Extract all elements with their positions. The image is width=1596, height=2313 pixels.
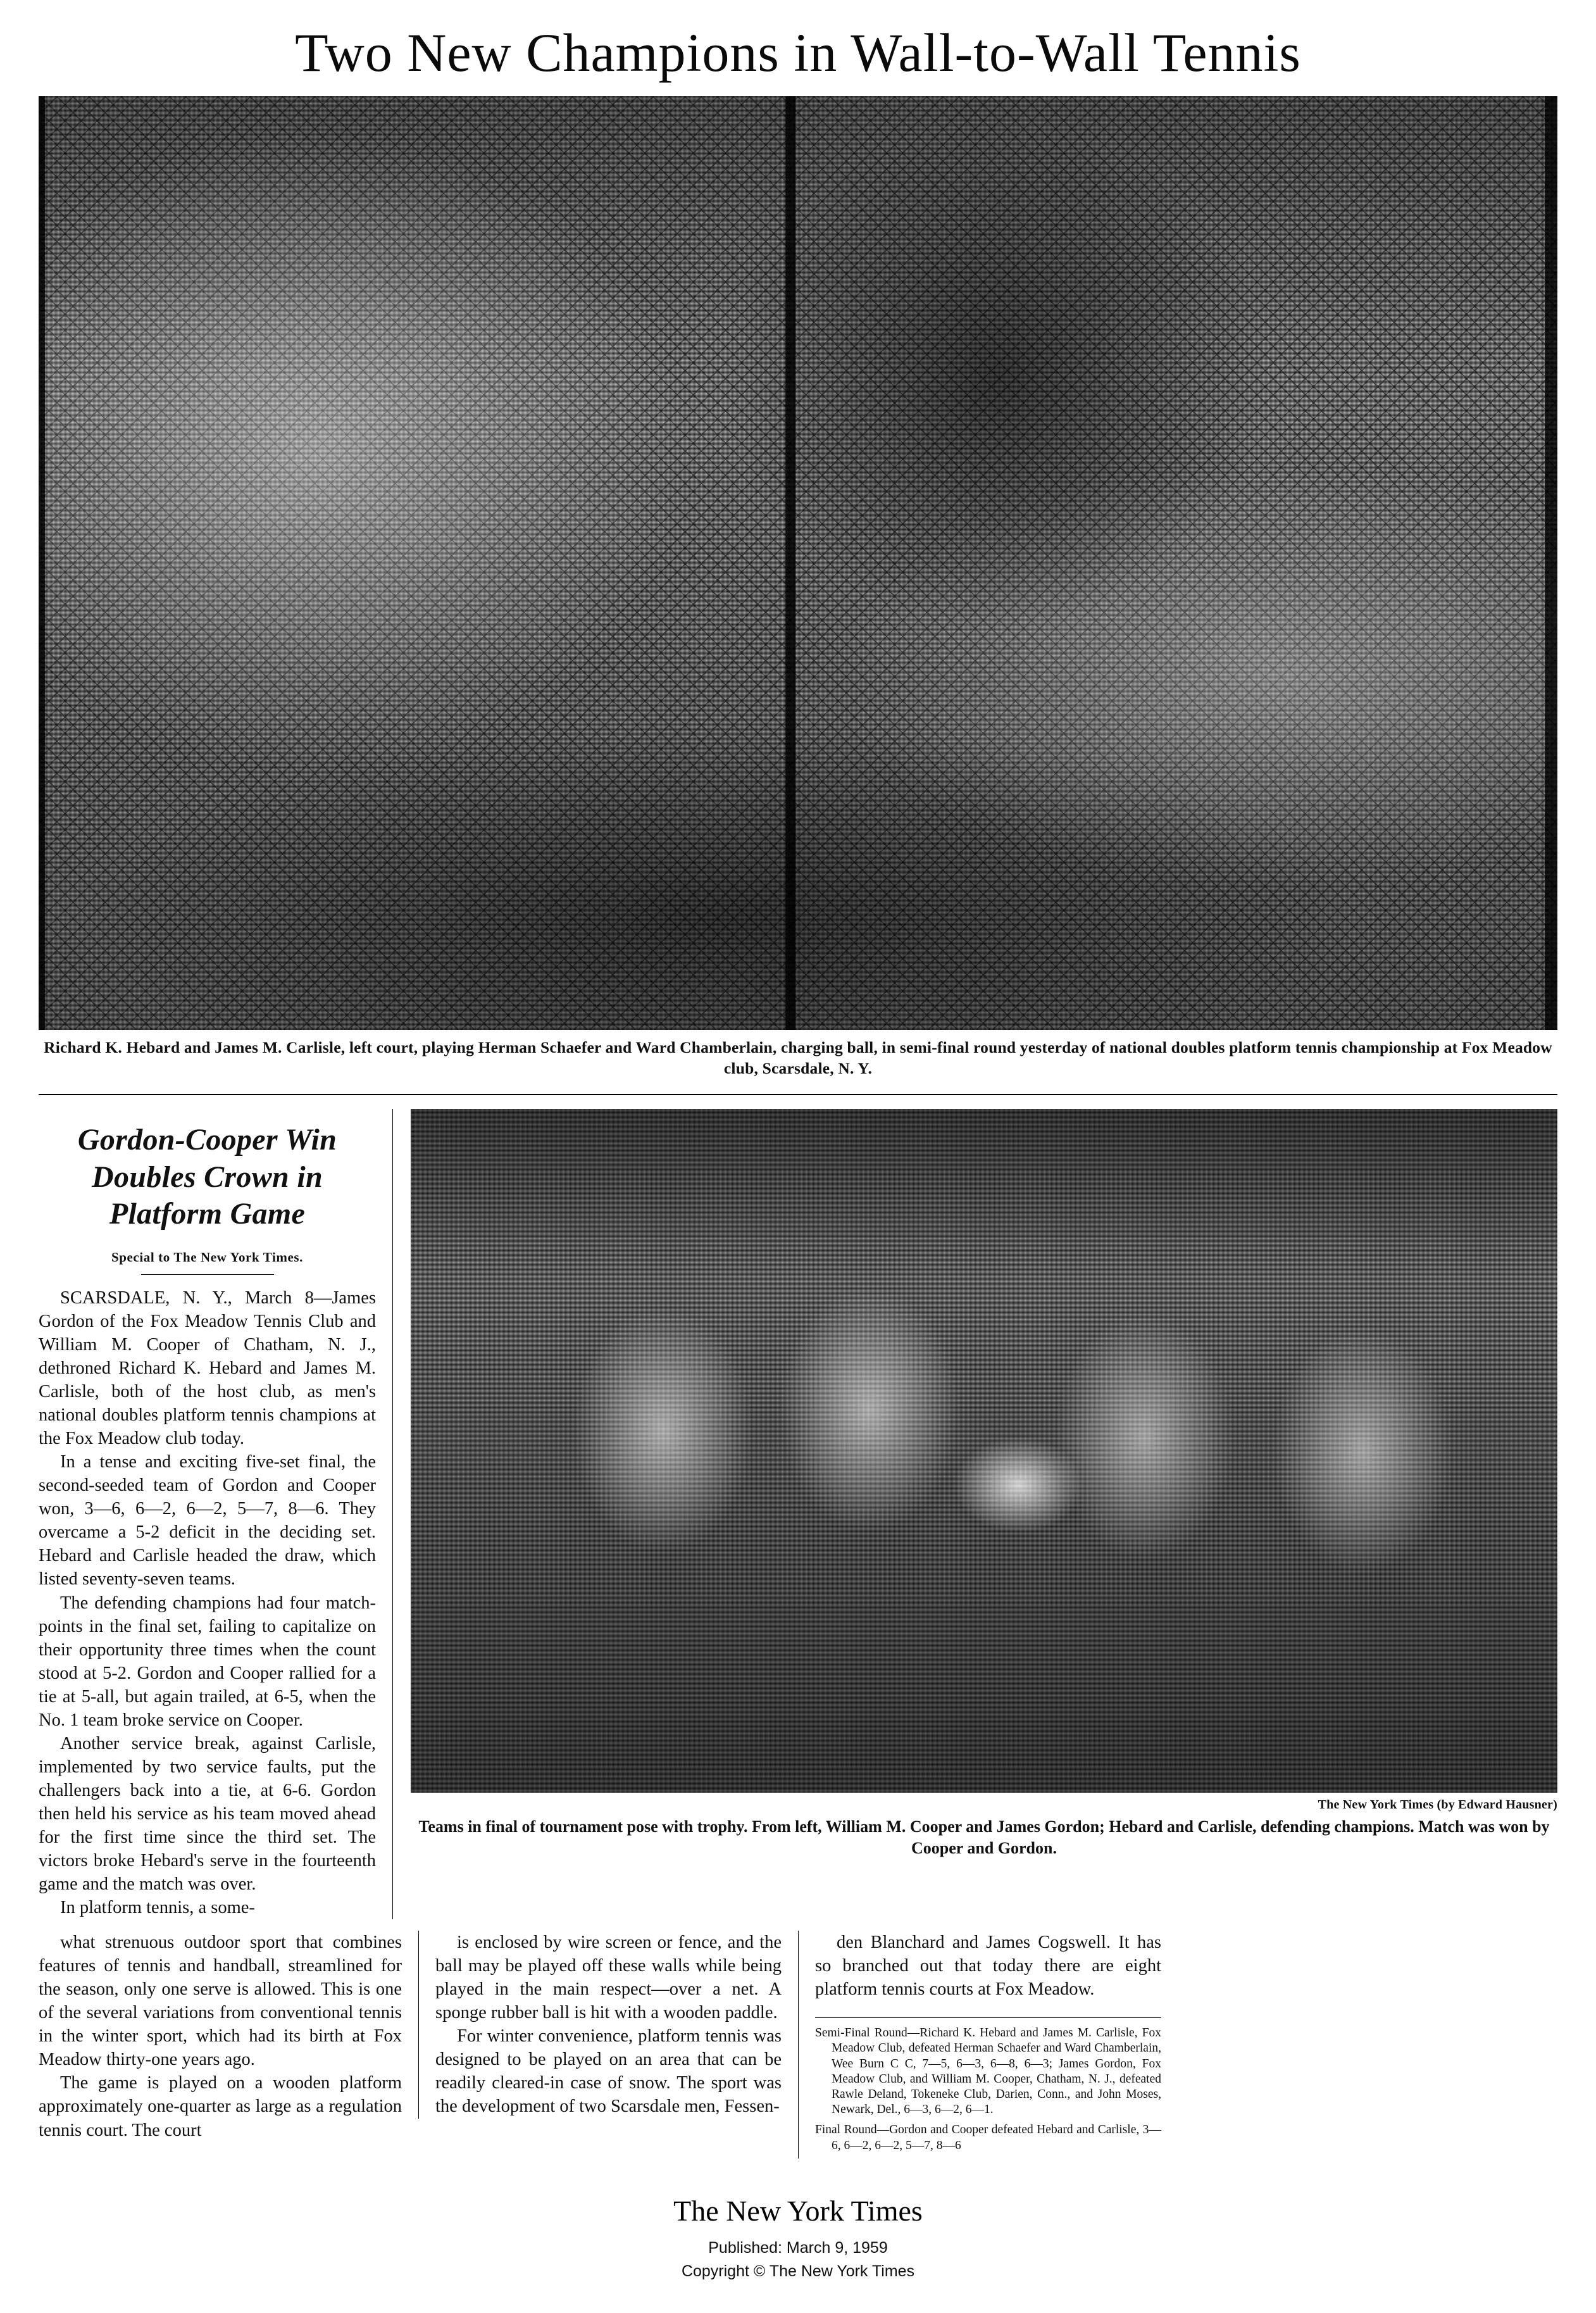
hairline-divider: [141, 1274, 274, 1275]
photo-shading: [411, 1109, 1557, 1793]
page-headline: Two New Champions in Wall-to-Wall Tennis: [295, 22, 1301, 83]
special-dateline: Special to The New York Times.: [111, 1249, 304, 1265]
paragraph: SCARSDALE, N. Y., March 8—James Gordon of the Fox Meadow Tennis Club and William M. Cooper of Chatham, N. J., dethroned Richard K. Hebard and James M. Carlisle, both of the host club, as men's national doubles platform tennis champions at the Fox Meadow club today.: [39, 1288, 376, 1449]
paragraph: In platform tennis, a some-: [60, 1898, 255, 1918]
paragraph: is enclosed by wire screen or fence, and the ball may be played off these walls while being played in the main respect—over a net. A sponge rubber ball is hit with a wooden paddle.: [435, 1933, 782, 2023]
article-subheadline: Gordon-Cooper Win Doubles Crown in Platform Game: [77, 1123, 337, 1231]
article-column-3: [418, 1931, 798, 2118]
paragraph: The game is played on a wooden platform approximately one-quarter as large as a regulation tennis court. The court: [39, 2073, 402, 2140]
match-results-block: [815, 2017, 1161, 2153]
paragraph: The defending champions had four match-points in the final set, failing to capitalize on their opportunity three times when the count stood at 5-2. Gordon and Cooper rallied for a tie at 5-all, but again trailed, at 6-5, when the No. 1 team broke service on Cooper.: [39, 1593, 376, 1730]
copyright-line: Copyright © The New York Times: [681, 2262, 915, 2281]
teams-with-trophy-photo: [411, 1109, 1557, 1793]
nyt-logo: The New York Times: [673, 2194, 923, 2227]
article-column-4: [798, 1931, 1178, 2159]
photo-credit: The New York Times (by Edward Hausner): [1318, 1798, 1557, 1812]
top-photo-caption: Richard K. Hebard and James M. Carlisle, left court, playing Herman Schaefer and Ward Chamberlain, charging ball, in semi-final round yesterday of national doubles platform tennis championship at Fox Meadow club, Scarsdale, N. Y.: [44, 1038, 1552, 1077]
bottom-photo-caption: Teams in final of tournament pose with trophy. From left, William M. Cooper and James Gordon; Hebard and Carlisle, defending champions. Match was won by Cooper and Gordon.: [418, 1817, 1550, 1858]
results-divider: [815, 2017, 1161, 2018]
paragraph: For winter convenience, platform tennis was designed to be played on an area that can be readily cleared-in case of snow. The sport was the development of two Scarsdale men, Fessen-: [435, 2026, 782, 2117]
final-results: Final Round—Gordon and Cooper defeated Hebard and Carlisle, 3—6, 6—2, 6—2, 5—7, 8—6: [815, 2123, 1161, 2152]
semi-final-results: Semi-Final Round—Richard K. Hebard and James M. Carlisle, Fox Meadow Club, defeated Herman Schaefer and Ward Chamberlain, Wee Burn C C, 7—5, 6—3, 6—8, 6—3; James Gordon, Fox Meadow Club, and William M. Cooper, Chatham, N. J., defeated Rawle Deland, Tokeneke Club, Darien, Conn., and John Moses, Newark, Del., 6—3, 6—2, 6—1.: [815, 2026, 1161, 2117]
page-footer: [39, 2194, 1557, 2284]
lower-columns: [39, 1931, 1557, 2159]
platform-tennis-match-photo: [39, 96, 1557, 1030]
published-date: Published: March 9, 1959: [708, 2238, 888, 2257]
paragraph: In a tense and exciting five-set final, the second-seeded team of Gordon and Cooper won, 3—6, 6—2, 6—2, 5—7, 8—6. They overcame a 5-2 deficit in the deciding set. Hebard and Carlisle headed the draw, which listed seventy-seven teams.: [39, 1452, 376, 1589]
mid-right-block: [393, 1109, 1557, 1859]
paragraph: Another service break, against Carlisle, implemented by two service faults, put the challengers back into a tie, at 6-6. Gordon then held his service as his team moved ahead for the first time since the third set. The victors broke Hebard's serve in the fourteenth game and the match was over.: [39, 1733, 376, 1895]
court-posts: [39, 96, 1557, 1030]
article-column-2: [39, 1931, 418, 2141]
paragraph: den Blanchard and James Cogswell. It has so branched out that today there are eight platform tennis courts at Fox Meadow.: [815, 1933, 1161, 2000]
section-divider: [39, 1094, 1557, 1095]
mid-section: [39, 1109, 1557, 1919]
article-body-column-1: [39, 1286, 376, 1919]
paragraph: what strenuous outdoor sport that combines features of tennis and handball, streamlined for the season, only one serve is allowed. This is one of the several variations from conventional tennis in the winter sport, which had its birth at Fox Meadow thirty-one years ago.: [39, 1933, 402, 2070]
article-column-1: [39, 1109, 393, 1919]
